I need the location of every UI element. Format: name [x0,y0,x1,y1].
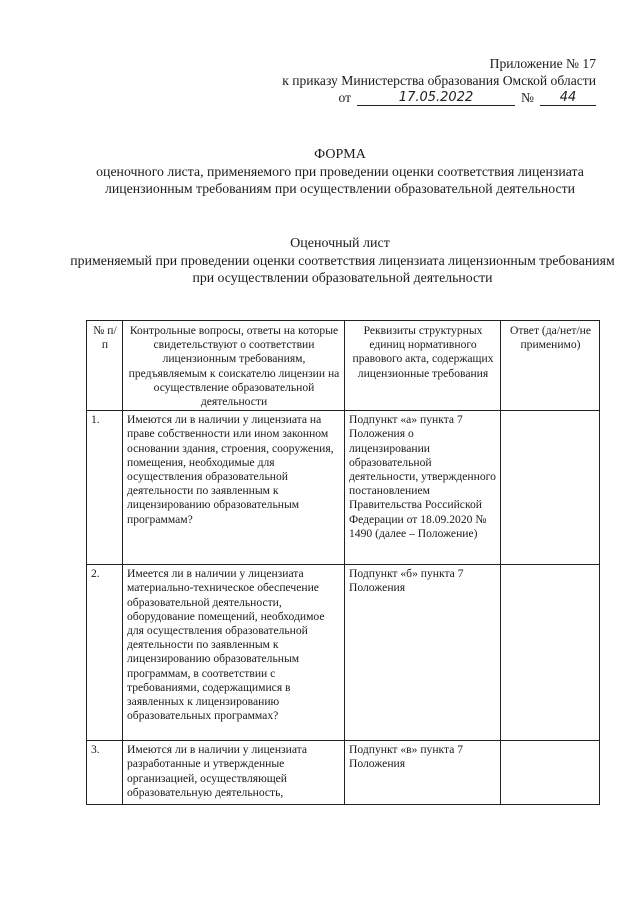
row-answer [501,741,600,805]
row-number: 2. [87,565,123,741]
appendix-header [216,55,596,106]
number-prefix: № [521,90,534,105]
table-row [87,741,600,805]
date-prefix: от [338,90,352,105]
form-title: ФОРМА [314,147,366,162]
row-number: 1. [87,411,123,565]
row-answer [501,411,600,565]
table-row [87,565,600,741]
row-answer [501,565,600,741]
order-date-handwritten: 17.05.2022 [357,90,515,106]
sheet-description: применяемый при проведении оценки соответствия лицензиата лицензионным требованиям при осуществлении образовательной деятельности [70,253,615,285]
header-references: Реквизиты структурных единиц нормативного правового акта, содержащих лицензионные требования [345,321,501,411]
order-number-handwritten: 44 [540,90,596,106]
row-question: Имеется ли в наличии у лицензиата материально-техническое обеспечение образовательной деятельности, оборудование помещений, необходимое для осуществления образовательной деятельности по заявленным к лицензированию образовательным программам, в соответствии с требованиями, содержащимися в заявленных к лицензированию образовательных программах? [123,565,345,741]
sheet-title: Оценочный лист [290,236,390,251]
header-number: № п/п [87,321,123,411]
header-answer: Ответ (да/нет/не применимо) [501,321,600,411]
evaluation-table [86,320,600,805]
row-question: Имеются ли в наличии у лицензиата разработанные и утвержденные организацией, осуществляющей образовательную деятельность, [123,741,345,805]
table-header-row [87,321,600,411]
row-reference: Подпункт «а» пункта 7 Положения о лицензировании образовательной деятельности, утвержденного постановлением Правительства Российской Федерации от 18.09.2020 № 1490 (далее – Положение) [345,411,501,565]
form-description: оценочного листа, применяемого при проведении оценки соответствия лицензиата лицензионным требованиям при осуществлении образовательной деятельности [96,164,584,196]
row-reference: Подпункт «в» пункта 7 Положения [345,741,501,805]
row-number: 3. [87,741,123,805]
header-questions: Контрольные вопросы, ответы на которые свидетельствуют о соответствии лицензионным требованиям, предъявляемым к соискателю лицензии на осуществление образовательной деятельности [123,321,345,411]
order-reference: к приказу Министерства образования Омской области [282,73,596,88]
order-date-line [216,89,596,106]
table-row [87,411,600,565]
appendix-number: Приложение № 17 [489,56,596,71]
row-reference: Подпункт «б» пункта 7 Положения [345,565,501,741]
row-question: Имеются ли в наличии у лицензиата на праве собственности или ином законном основании здания, строения, сооружения, помещения, необходимые для осуществления образовательной деятельности по заявленным к лицензированию образовательным программам? [123,411,345,565]
